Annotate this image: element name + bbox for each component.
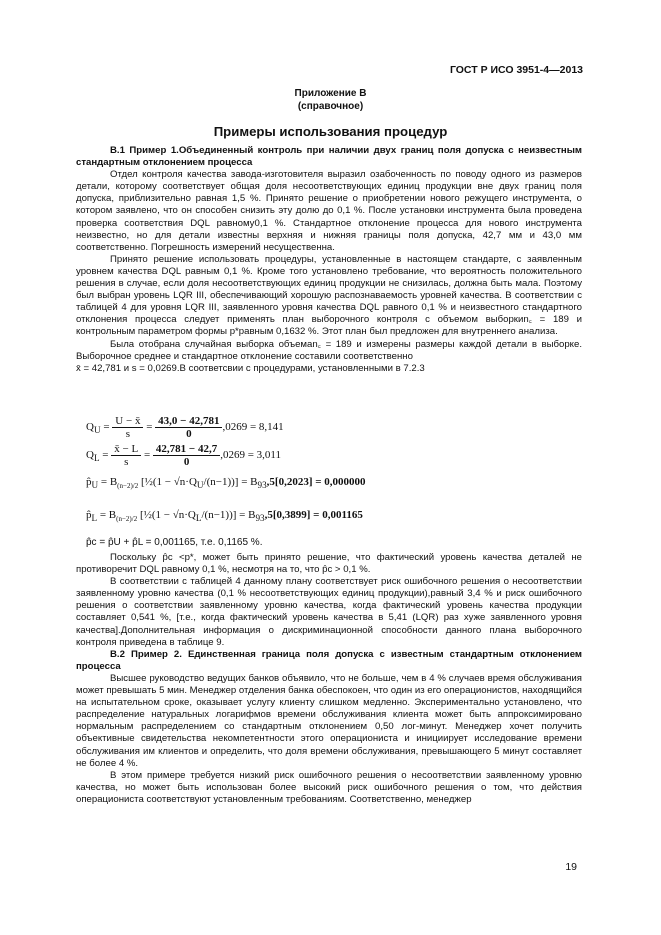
paragraph: Была отобрана случайная выборка объемаn꜀ = 189 и измерены размеры каждой детали в выборке. Выборочное среднее и стандартное отклонение составили соответственно [76,338,582,362]
annex-heading: Примеры использования процедур [213,124,448,139]
section-b1-heading: В.1 Пример 1.Объединенный контроль при наличии двух границ поля допуска с неизвестным стандартным отклонением процесса [76,145,582,169]
formula-pc: p̂c = p̂U + p̂L = 0,001165, т.е. 0,1165 %. [86,537,263,548]
annex-subtitle: (справочное) [297,101,364,112]
document-id: ГОСТ Р ИСО 3951-4—2013 [449,64,583,76]
paragraph: Принято решение использовать процедуры, установленные в настоящем стандарте, с заявленным уровнем качества DQL равным 0,1 %. Кроме того установлено требование, что вероятность положительного решения в случае, если доля несоответствующих единиц продукции не снизилась, должна быть мала. Поэтому был выбран уровень LQR III, обеспечивающий хорошую распознаваемость уровней качества. В соответствии с таблицей 4 для уровня LQR III, заявленного уровня качества DQL равного 0,1 % и неизвестного стандартного отклонения процесса следует применять план выборочного контроля с объемом выборкиn꜀ = 189 и контрольным параметром формы p*равным 0,1632 %. Этот план был предложен для внутреннего анализа. [76,253,582,338]
paragraph: Высшее руководство ведущих банков объявило, что не больше, чем в 4 % случаев время обслуживания может превышать 5 мин. Менеджер отделения банка обеспокоен, что один из его операционистов, находящийся на испытательном сроке, оказывает услугу клиенту слишком медленно. Экспериментально установлено, что распределение натуральных логарифмов времени обслуживания клиента может быть аппроксимировано нормальным распределением со стандартным отклонением 0,50 лог-минут. Менеджер хочет получить объективные свидетельства некомпетентности этого операциониста и инициирует исследование времени обслуживания им клиентов и определить, что доля времени обслуживания, превышающего 5 минут составляет не более 4 %. [76,672,582,769]
formula-pl: $p̂_L = B_{(n-2)/2}$ [½(1 − $√n\cdot Q_L/(n-1))] = B_{93},5[0,3899] = 0,001165$ [86,509,363,524]
section-b1-continued [76,552,582,806]
section-b1-text [76,145,582,375]
paragraph: В этом примере требуется низкий риск ошибочного решения о несоответствии заявленному уровню качества, но может быть использован более высокий риск ошибочного решения о том, что действия операциониста соответствуют установленным требованиям. Соответственно, менеджер [76,769,582,805]
paragraph: В соответствии с таблицей 4 данному плану соответствует риск ошибочного решения о несоответствии заявленному уровню качества (0,1 % несоответствующих единиц продукции),равный 3,4 % и риск ошибочного решения о соответствии заявленному уровню качества, когда фактический уровень качества продукции составляет 0,541 %, [т.е., когда фактический уровень качества в 5,41 (LQR) раз хуже заявленного уровня качества].Дополнительная информация о дискриминационной способности данного плана выборочного контроля приведена в таблице 9. [76,576,582,648]
paragraph: Отдел контроля качества завода-изготовителя выразил озабоченность по поводу одного из размеров детали, которому соответствует общая доля несоответствующих единиц продукции вне двух границ поля допуска, приблизительно равная 1,5 %. Принято решение о приобретении нового режущего инструмента, о котором заявлено, что он способен снизить эту долю до 0,1 %. После установки инструмента была проведена проверка соответствия DQL равному0,1 %. Стандартное отклонение процесса для нового инструмента неизвестно, но для детали известны верхняя и нижняя границы поля допуска, 42,7 мм и 43,0 мм соответственно. Погрешность измерений несущественна. [76,169,582,253]
paragraph: x̄ = 42,781 и s = 0,0269.В соответсвии с процедурами, установленными в 7.2.3 [76,362,425,374]
formula-ql: $Q_L$ = $\frac{x̄ - L}{s}$ = $\frac{42,781 - 42,7}{0}$ ,0269 = 3,011 [86,443,281,468]
formula-pu: $p̂_U = B_{(n-2)/2}$ [½(1 − $√n\cdot Q_U/(n-1))] = B_{93},5[0,2023] = 0,000000$ [86,476,366,491]
formula-qu: $Q_U$ = $\frac{U - x̄}{s}$ = $\frac{43,0 - 42,781}{0}$ ,0269 = 8,141 [86,415,284,440]
section-b2-heading: В.2 Пример 2. Единственная граница поля допуска с известным стандартным отклонением процесса [76,648,582,672]
paragraph: Поскольку p̂c <p*, может быть принято решение, что фактический уровень качества деталей не противоречит DQL равному 0,1 %, несмотря на то, что p̂c > 0,1 %. [76,552,582,576]
annex-title: Приложение В [294,88,367,99]
page-number: 19 [565,861,577,873]
